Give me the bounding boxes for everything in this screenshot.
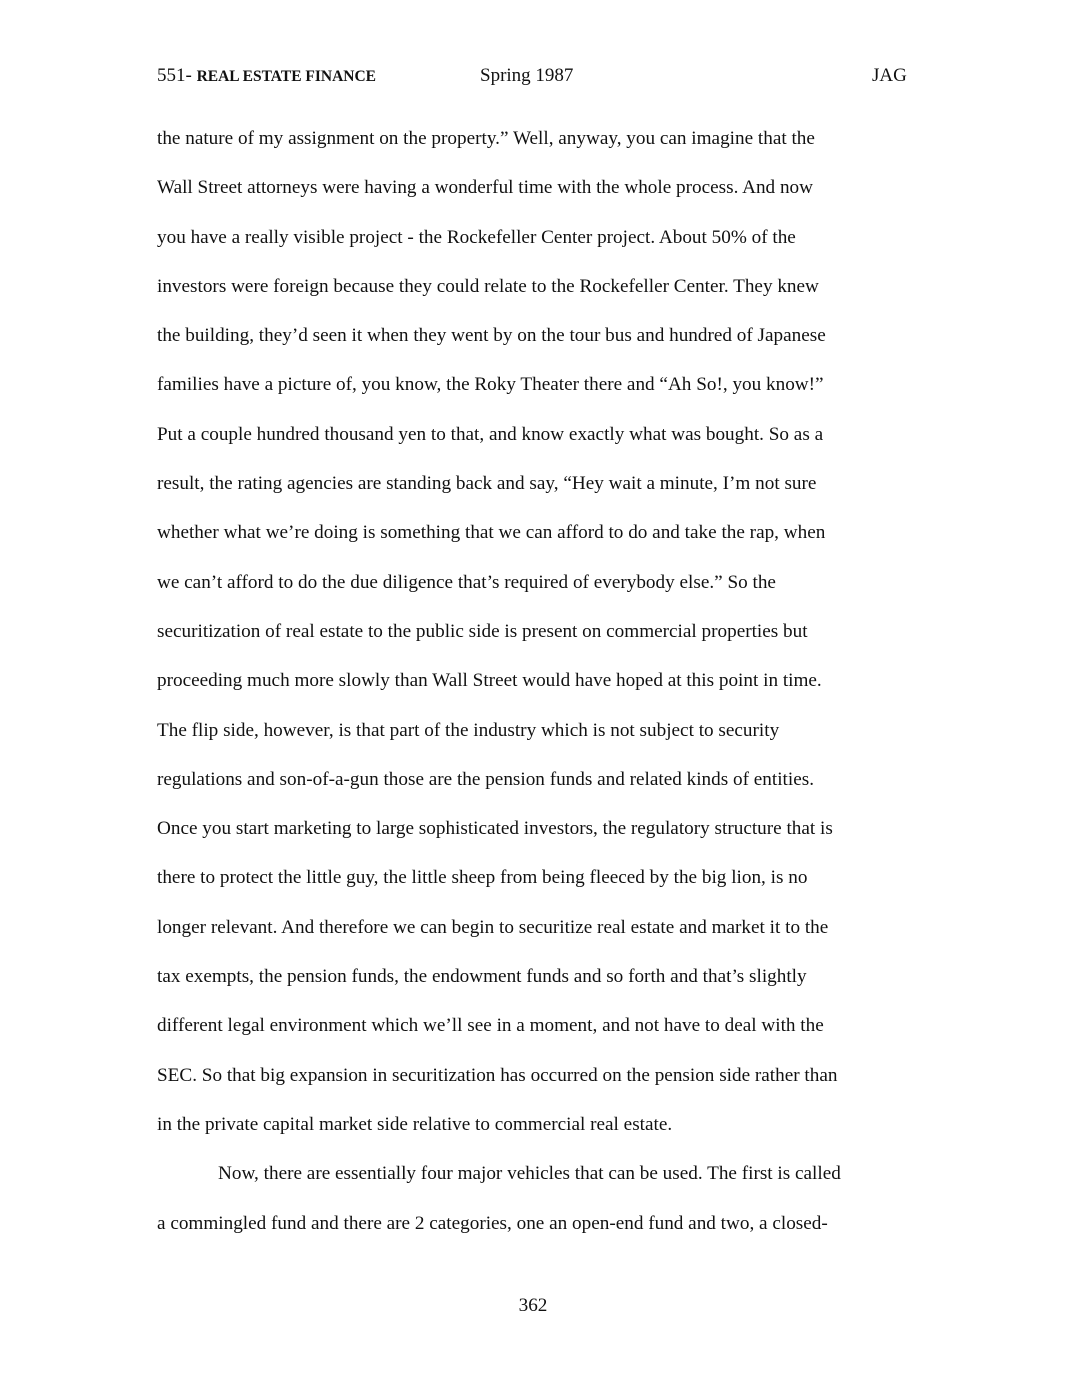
text-line: investors were foreign because they could relate to the Rockefeller Center. They knew xyxy=(157,275,819,297)
text-line: result, the rating agencies are standing back and say, “Hey wait a minute, I’m not sure xyxy=(157,473,817,495)
page-header xyxy=(0,64,1066,92)
text-line: The flip side, however, is that part of the industry which is not subject to security xyxy=(157,719,780,741)
text-line: proceeding much more slowly than Wall Street would have hoped at this point in time. xyxy=(157,670,822,692)
text-line: families have a picture of, you know, the Roky Theater there and “Ah So!, you know!” xyxy=(157,374,824,396)
text-line: regulations and son-of-a-gun those are the pension funds and related kinds of entities. xyxy=(157,768,814,790)
text-line: different legal environment which we’ll see in a moment, and not have to deal with the xyxy=(157,1015,824,1037)
text-line: you have a really visible project - the Rockefeller Center project. About 50% of the xyxy=(157,226,796,248)
course-title: REAL ESTATE FINANCE xyxy=(196,68,377,85)
paragraph-start-line: Now, there are essentially four major vehicles that can be used. The first is called xyxy=(218,1163,841,1185)
text-line: tax exempts, the pension funds, the endowment funds and so forth and that’s slightly xyxy=(157,966,807,988)
transcript-body xyxy=(157,114,917,1248)
term-label: Spring 1987 xyxy=(480,65,574,86)
text-line: we can’t afford to do the due diligence that’s required of everybody else.” So the xyxy=(157,571,776,593)
text-line: Put a couple hundred thousand yen to that, and know exactly what was bought. So as a xyxy=(157,423,824,445)
course-heading xyxy=(157,64,376,89)
text-line: whether what we’re doing is something that we can afford to do and take the rap, when xyxy=(157,522,826,544)
text-line: SEC. So that big expansion in securitization has occurred on the pension side rather than xyxy=(157,1064,838,1086)
text-line: the nature of my assignment on the property.” Well, anyway, you can imagine that the xyxy=(157,128,815,149)
page-number: 362 xyxy=(518,1295,548,1316)
text-line: the building, they’d seen it when they went by on the tour bus and hundred of Japanese xyxy=(157,325,826,347)
text-line: a commingled fund and there are 2 categories, one an open-end fund and two, a closed- xyxy=(157,1212,828,1234)
text-line: securitization of real estate to the public side is present on commercial properties but xyxy=(157,620,808,642)
text-line: longer relevant. And therefore we can begin to securitize real estate and market it to the xyxy=(157,916,829,938)
text-line: in the private capital market side relative to commercial real estate. xyxy=(157,1113,673,1135)
author-initials: JAG xyxy=(872,65,907,86)
text-line: Wall Street attorneys were having a wonderful time with the whole process. And now xyxy=(157,177,813,199)
text-line: there to protect the little guy, the little sheep from being fleeced by the big lion, is no xyxy=(157,867,808,889)
text-line: Once you start marketing to large sophisticated investors, the regulatory structure that is xyxy=(157,818,833,840)
course-number: 551- xyxy=(157,65,192,86)
